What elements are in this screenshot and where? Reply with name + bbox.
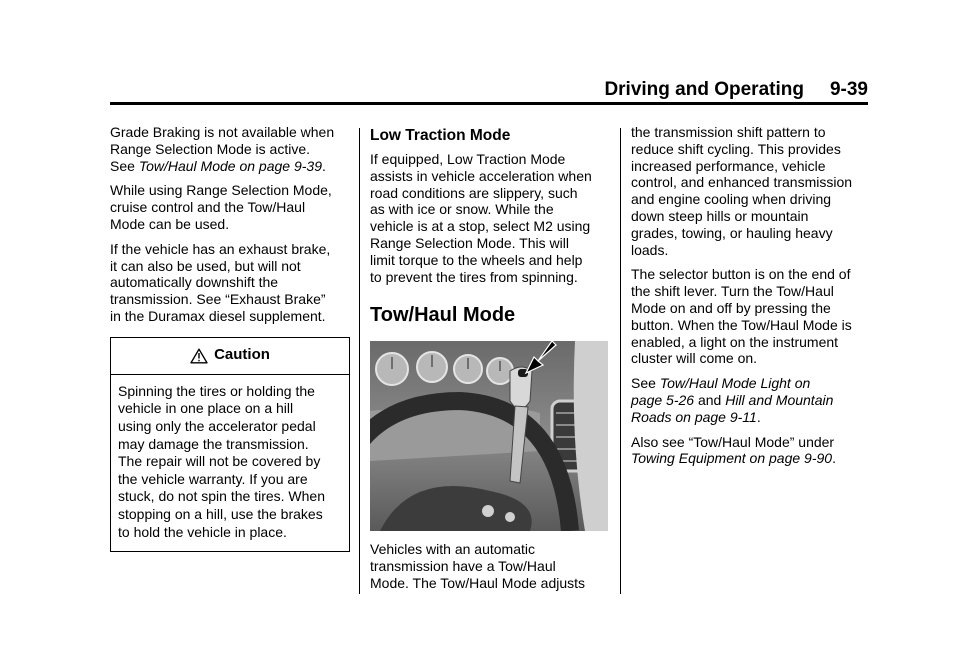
tow-haul-intro-paragraph: Vehicles with an automatic transmission have a Tow/Haul Mode. The Tow/Haul Mode adjusts (370, 541, 586, 591)
low-traction-paragraph: If equipped, Low Traction Mode assists in vehicle acceleration when road conditions are slippery, such as with ice or snow. While the vehicle is at a stop, select M2 using Range Selection Mode. This will limit torque to the wheels and help to prevent the tires from spinning. (370, 151, 592, 285)
section-title: Driving and Operating (604, 79, 804, 100)
see-also-paragraph (631, 375, 871, 425)
column-3 (631, 124, 871, 475)
paragraph-text: Grade Braking is not available when Range Selection Mode is active. See (110, 124, 335, 174)
column-divider-1 (359, 128, 360, 594)
shift-lever-photo (370, 341, 608, 531)
page-number: 9-39 (829, 79, 868, 100)
paragraph-text: . (756, 408, 761, 425)
column-1 (110, 124, 350, 552)
caution-box (110, 337, 350, 552)
low-traction-heading: Low Traction Mode (370, 127, 511, 144)
exhaust-brake-paragraph: If the vehicle has an exhaust brake, it can also be used, but will not automatically downshift the transmission. See “Exhaust Brake” in the Duramax diesel supplement. (110, 240, 331, 324)
page-header (110, 78, 868, 102)
paragraph-text: . (321, 157, 326, 174)
cross-reference-link[interactable]: Tow/Haul Mode Light on page 5-26 (631, 375, 811, 408)
header-rule (110, 102, 868, 105)
paragraph-text: Also see “Tow/Haul Mode” under (631, 433, 835, 450)
cross-reference-link[interactable]: Tow/Haul Mode on page 9-39 (138, 157, 322, 174)
caution-title: Caution (214, 346, 270, 364)
tow-haul-heading: Tow/Haul Mode (370, 304, 516, 327)
selector-button-paragraph: The selector button is on the end of the shift lever. Turn the Tow/Haul Mode on and off by pressing the button. When the Tow/Haul Mode is enabled, a light on the instrument cluster will come on. (631, 266, 852, 367)
cross-reference-link[interactable]: Hill and Mountain Roads on page 9-11 (631, 391, 834, 425)
caution-triangle-icon (190, 348, 208, 364)
also-see-paragraph (631, 434, 871, 468)
column-divider-2 (620, 128, 621, 594)
paragraph-text: and (694, 391, 726, 408)
caution-header (111, 338, 349, 375)
cross-reference-link[interactable]: Towing Equipment on page 9-90 (631, 450, 833, 467)
range-selection-paragraph: While using Range Selection Mode, cruise control and the Tow/Haul Mode can be used. (110, 182, 332, 232)
caution-body: Spinning the tires or holding the vehicle in one place on a hill using only the accelerator pedal may damage the transmission. The repair will not be covered by the vehicle warranty. If you are stuck, do not spin the tires. When stopping on a hill, use the brakes to hold the vehicle in place. (118, 382, 325, 540)
grade-braking-paragraph (110, 124, 350, 174)
paragraph-text: See (631, 375, 660, 392)
paragraph-text: . (832, 450, 836, 467)
shift-pattern-paragraph: the transmission shift pattern to reduce shift cycling. This provides increased performance, vehicle control, and enhanced transmission and engine cooling when driving down steep hills or mountain grades, towing, or hauling heavy loads. (631, 124, 853, 258)
column-2 (370, 124, 610, 600)
